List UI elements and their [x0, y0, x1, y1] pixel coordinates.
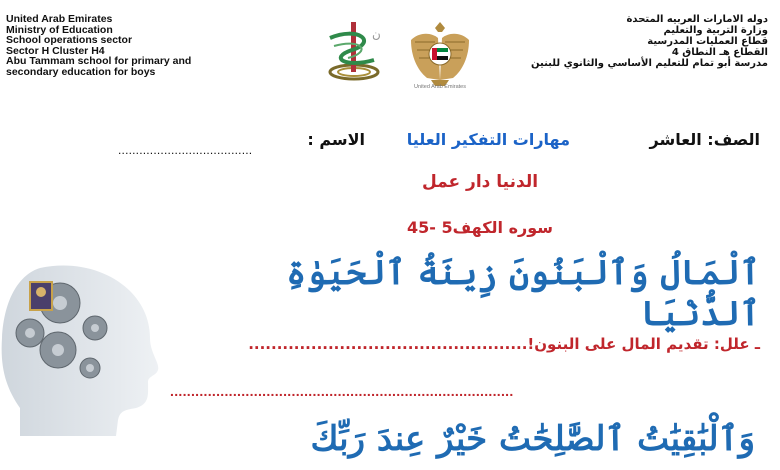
surah-reference: سوره الكهف5 -45 [406, 218, 554, 237]
ministry-logo [318, 16, 390, 86]
header-en-line-2: Ministry of Education [6, 23, 113, 36]
verse-2: وَٱلْبَٰقِيَٰتُ ٱلصَّٰلِحَٰتُ خَيْرٌ عِندَ رَبِّكَ [310, 419, 755, 459]
answer-line[interactable]: .................................................................................. [170, 383, 514, 399]
question-reason: ـ علل: تقديم المال على البنون!................................................. [248, 335, 760, 353]
header-en-line-6: secondary education for boys [6, 65, 156, 78]
lesson-title: الدنيا دار عمل [421, 172, 539, 192]
header-en-line-5: Abu Tammam school for primary and [6, 55, 192, 67]
header-en-line-3: School operations sector [6, 34, 133, 46]
head-gears-illustration [0, 258, 160, 436]
name-field-line[interactable]: ...................................... [118, 143, 253, 157]
arabic-header [518, 14, 768, 69]
header-ar-line-1: دوله الامارات العربيه المتحدة [626, 14, 768, 25]
uae-emblem [405, 18, 475, 90]
header-en-line-1: United Arab Emirates [6, 13, 113, 25]
name-label: الاسم : [307, 130, 365, 149]
header-ar-line-2: وزارة التربية والتعليم [663, 25, 768, 36]
verse-1: ٱلْمَالُ وَٱلْبَنُونَ زِينَةُ ٱلْحَيَوٰةِ ٱلدُّنْيَا [286, 253, 760, 334]
header-ar-line-4: القطاع هـ النطاق 4 [671, 47, 768, 58]
class-label: الصف: العاشر [649, 130, 760, 149]
svg-text:ن: ن [372, 27, 381, 41]
header-ar-line-5: مدرسة أبو تمام للتعليم الأساسي والثانوي للبنين [531, 58, 768, 69]
english-header [6, 14, 256, 77]
subject-title: مهارات التفكير العليا [406, 130, 570, 149]
header-en-line-4: Sector H Cluster H4 [6, 44, 105, 57]
info-row [0, 130, 760, 156]
header-ar-line-3: قطاع العمليات المدرسية [647, 36, 768, 47]
emblem-caption: United Arab Emirates [414, 84, 466, 90]
